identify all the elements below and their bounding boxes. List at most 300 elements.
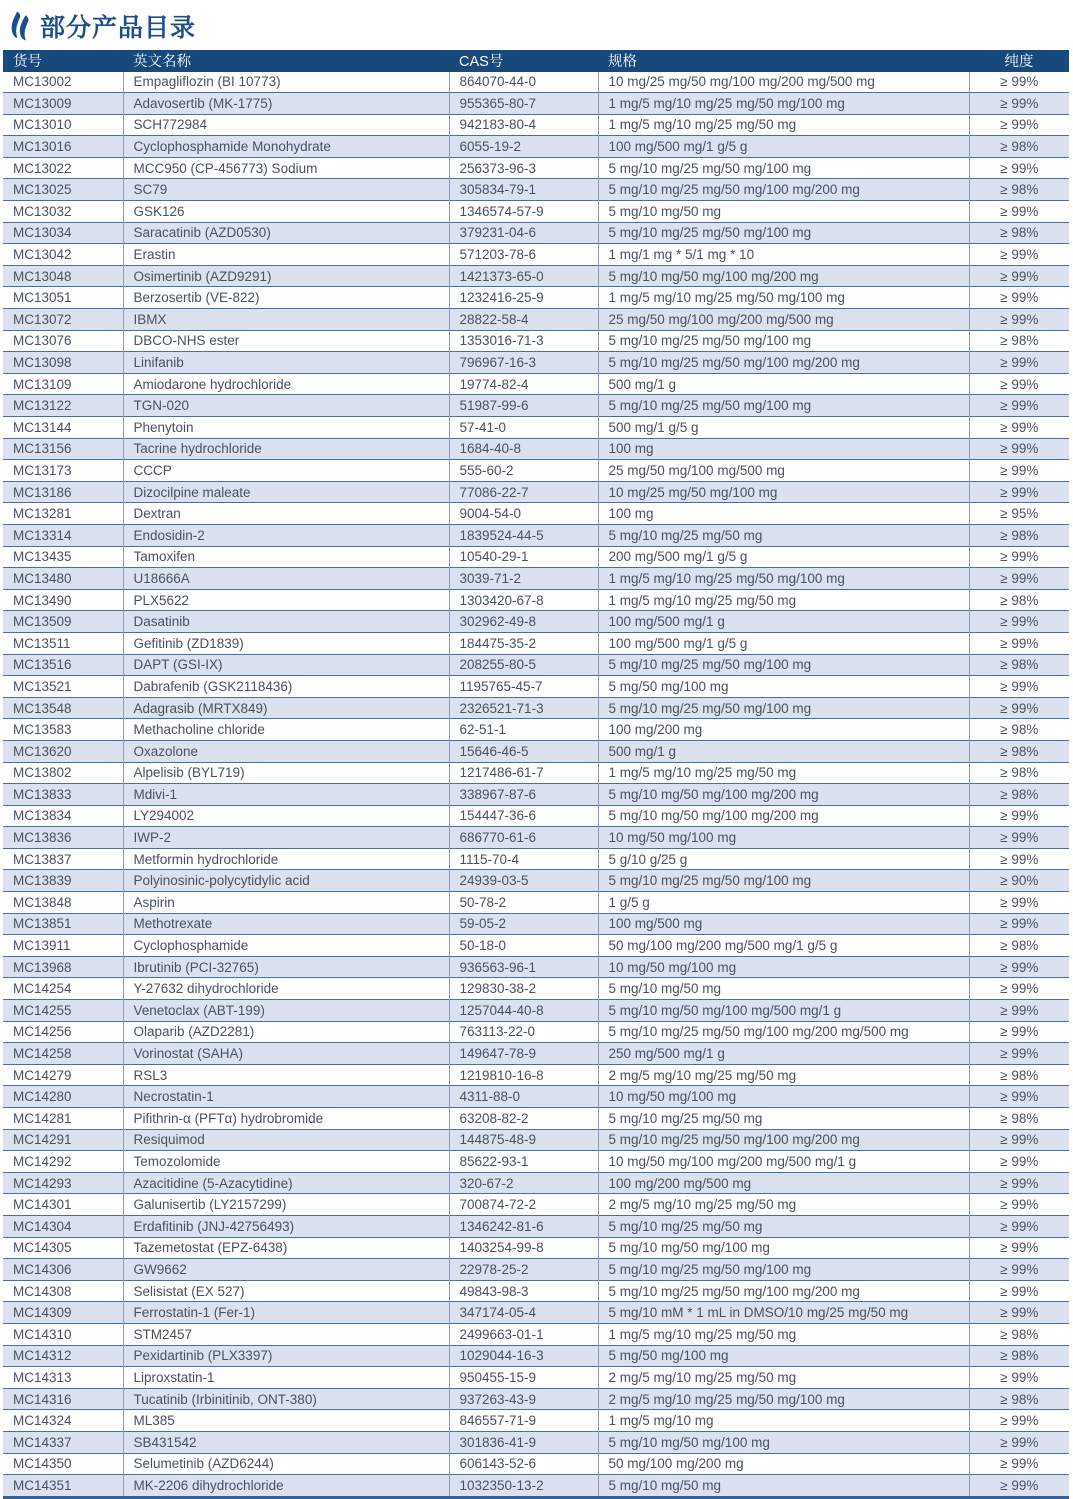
specification-cell: 25 mg/50 mg/100 mg/500 mg — [598, 460, 969, 482]
product-name-cell: TGN-020 — [123, 395, 449, 417]
table-row — [3, 568, 1069, 590]
product-name-cell: Dabrafenib (GSK2118436) — [123, 676, 449, 698]
specification-cell: 5 mg/10 mg/25 mg/50 mg/100 mg — [598, 870, 969, 892]
table-header — [3, 50, 1069, 72]
product-name-cell: Selisistat (EX 527) — [123, 1280, 449, 1302]
specification-cell: 1 mg/5 mg/10 mg/25 mg/50 mg/100 mg — [598, 568, 969, 590]
cas-number-cell: 379231-04-6 — [449, 222, 598, 244]
catalog-number-cell: MC14254 — [13, 981, 72, 997]
purity-cell: ≥ 99% — [969, 805, 1069, 827]
purity-cell: ≥ 99% — [969, 93, 1069, 115]
specification-cell: 100 mg — [598, 503, 969, 525]
catalog-number-cell: MC13156 — [13, 441, 72, 457]
purity-cell: ≥ 99% — [969, 1172, 1069, 1194]
table-row — [3, 395, 1069, 417]
cas-number-cell: 19774-82-4 — [449, 373, 598, 395]
table-row — [3, 1367, 1069, 1389]
catalog-number-cell: MC14337 — [13, 1434, 72, 1450]
column-header-purity: 纯度 — [969, 50, 1069, 72]
product-name-cell: Liproxstatin-1 — [123, 1367, 449, 1389]
purity-cell: ≥ 99% — [969, 1151, 1069, 1173]
catalog-number-cell: MC14258 — [13, 1046, 72, 1062]
product-name-cell: MCC950 (CP-456773) Sodium — [123, 157, 449, 179]
specification-cell: 5 mg/10 mg/25 mg/50 mg/100 mg — [598, 222, 969, 244]
product-name-cell: Saracatinib (AZD0530) — [123, 222, 449, 244]
specification-cell: 1 mg/5 mg/10 mg/25 mg/50 mg/100 mg — [598, 93, 969, 115]
purity-cell: ≥ 99% — [969, 848, 1069, 870]
table-row — [3, 589, 1069, 611]
cas-number-cell: 50-18-0 — [449, 935, 598, 957]
purity-cell: ≥ 99% — [969, 1237, 1069, 1259]
catalog-number-cell: MC14351 — [13, 1477, 72, 1493]
cas-number-cell: 51987-99-6 — [449, 395, 598, 417]
table-row — [3, 654, 1069, 676]
catalog-number-cell: MC14304 — [13, 1218, 72, 1234]
catalog-number-cell: MC13848 — [13, 894, 72, 910]
product-table-body — [3, 72, 1069, 1498]
table-row — [3, 287, 1069, 309]
product-name-cell: Methotrexate — [123, 913, 449, 935]
specification-cell: 5 mg/10 mg/25 mg/50 mg/100 mg — [598, 1259, 969, 1281]
purity-cell: ≥ 98% — [969, 740, 1069, 762]
table-row — [3, 1323, 1069, 1345]
product-name-cell: Resiquimod — [123, 1129, 449, 1151]
table-row — [3, 1108, 1069, 1130]
purity-cell: ≥ 99% — [969, 157, 1069, 179]
specification-cell: 1 mg/5 mg/10 mg/25 mg/50 mg — [598, 589, 969, 611]
product-name-cell: Tamoxifen — [123, 546, 449, 568]
cas-number-cell: 22978-25-2 — [449, 1259, 598, 1281]
catalog-number-cell: MC13048 — [13, 268, 72, 284]
catalog-number-cell: MC14324 — [13, 1413, 72, 1429]
product-name-cell: MK-2206 dihydrochloride — [123, 1475, 449, 1498]
table-row — [3, 1259, 1069, 1281]
product-name-cell: DBCO-NHS ester — [123, 330, 449, 352]
specification-cell: 100 mg/500 mg — [598, 913, 969, 935]
cas-number-cell: 1032350-13-2 — [449, 1475, 598, 1498]
table-row — [3, 179, 1069, 201]
specification-cell: 100 mg — [598, 438, 969, 460]
product-name-cell: Vorinostat (SAHA) — [123, 1043, 449, 1065]
specification-cell: 1 mg/5 mg/10 mg/25 mg/50 mg — [598, 762, 969, 784]
specification-cell: 5 mg/10 mg/25 mg/50 mg/100 mg/200 mg — [598, 1129, 969, 1151]
purity-cell: ≥ 98% — [969, 1345, 1069, 1367]
catalog-number-cell: MC14309 — [13, 1305, 72, 1321]
catalog-number-cell: MC14305 — [13, 1240, 72, 1256]
purity-cell: ≥ 98% — [969, 1323, 1069, 1345]
catalog-number-cell: MC13833 — [13, 786, 72, 802]
specification-cell: 100 mg/500 mg/1 g/5 g — [598, 632, 969, 654]
catalog-number-cell: MC13435 — [13, 549, 72, 565]
table-row — [3, 1410, 1069, 1432]
specification-cell: 5 mg/50 mg/100 mg — [598, 676, 969, 698]
purity-cell: ≥ 95% — [969, 503, 1069, 525]
product-name-cell: Tacrine hydrochloride — [123, 438, 449, 460]
purity-cell: ≥ 98% — [969, 719, 1069, 741]
purity-cell: ≥ 99% — [969, 1194, 1069, 1216]
catalog-number-cell: MC13834 — [13, 808, 72, 824]
specification-cell: 10 mg/25 mg/50 mg/100 mg/200 mg/500 mg — [598, 72, 969, 93]
catalog-number-cell: MC13851 — [13, 916, 72, 932]
product-name-cell: Berzosertib (VE-822) — [123, 287, 449, 309]
product-name-cell: Tucatinib (Irbinitinib, ONT-380) — [123, 1388, 449, 1410]
product-name-cell: Necrostatin-1 — [123, 1086, 449, 1108]
cas-number-cell: 6055-19-2 — [449, 136, 598, 158]
catalog-number-cell: MC13509 — [13, 614, 72, 630]
cas-number-cell: 936563-96-1 — [449, 956, 598, 978]
cas-number-cell: 937263-43-9 — [449, 1388, 598, 1410]
cas-number-cell: 950455-15-9 — [449, 1367, 598, 1389]
cas-number-cell: 1346242-81-6 — [449, 1215, 598, 1237]
product-name-cell: Alpelisib (BYL719) — [123, 762, 449, 784]
cas-number-cell: 208255-80-5 — [449, 654, 598, 676]
cas-number-cell: 571203-78-6 — [449, 244, 598, 266]
specification-cell: 500 mg/1 g — [598, 373, 969, 395]
purity-cell: ≥ 90% — [969, 870, 1069, 892]
page-title: 部分产品目录 — [40, 14, 197, 42]
table-row — [3, 1215, 1069, 1237]
catalog-number-cell: MC14256 — [13, 1024, 72, 1040]
product-name-cell: Polyinosinic-polycytidylic acid — [123, 870, 449, 892]
product-name-cell: Empagliflozin (BI 10773) — [123, 72, 449, 93]
purity-cell: ≥ 99% — [969, 632, 1069, 654]
table-row — [3, 956, 1069, 978]
purity-cell: ≥ 99% — [969, 1086, 1069, 1108]
purity-cell: ≥ 99% — [969, 1367, 1069, 1389]
purity-cell: ≥ 99% — [969, 438, 1069, 460]
cas-number-cell: 4311-88-0 — [449, 1086, 598, 1108]
specification-cell: 25 mg/50 mg/100 mg/200 mg/500 mg — [598, 309, 969, 331]
purity-cell: ≥ 99% — [969, 373, 1069, 395]
table-row — [3, 740, 1069, 762]
catalog-number-cell: MC13010 — [13, 117, 72, 133]
purity-cell: ≥ 99% — [969, 287, 1069, 309]
specification-cell: 1 mg/5 mg/10 mg/25 mg/50 mg — [598, 1323, 969, 1345]
table-row — [3, 201, 1069, 223]
cas-number-cell: 1403254-99-8 — [449, 1237, 598, 1259]
table-row — [3, 632, 1069, 654]
product-name-cell: Oxazolone — [123, 740, 449, 762]
specification-cell: 500 mg/1 g — [598, 740, 969, 762]
product-table — [3, 50, 1069, 1499]
cas-number-cell: 338967-87-6 — [449, 784, 598, 806]
specification-cell: 10 mg/50 mg/100 mg/200 mg/500 mg/1 g — [598, 1151, 969, 1173]
purity-cell: ≥ 99% — [969, 395, 1069, 417]
catalog-number-cell: MC14316 — [13, 1391, 72, 1407]
table-row — [3, 676, 1069, 698]
purity-cell: ≥ 99% — [969, 676, 1069, 698]
cas-number-cell: 302962-49-8 — [449, 611, 598, 633]
purity-cell: ≥ 98% — [969, 935, 1069, 957]
cas-number-cell: 62-51-1 — [449, 719, 598, 741]
cas-number-cell: 57-41-0 — [449, 417, 598, 439]
product-name-cell: Cyclophosphamide — [123, 935, 449, 957]
catalog-number-cell: MC14280 — [13, 1089, 72, 1105]
table-row — [3, 114, 1069, 136]
catalog-number-cell: MC13836 — [13, 830, 72, 846]
catalog-number-cell: MC13098 — [13, 355, 72, 371]
catalog-number-cell: MC13051 — [13, 290, 72, 306]
purity-cell: ≥ 98% — [969, 524, 1069, 546]
purity-cell: ≥ 98% — [969, 179, 1069, 201]
product-name-cell: Ibrutinib (PCI-32765) — [123, 956, 449, 978]
specification-cell: 2 mg/5 mg/10 mg/25 mg/50 mg — [598, 1367, 969, 1389]
specification-cell: 5 mg/10 mM * 1 mL in DMSO/10 mg/25 mg/50 mg — [598, 1302, 969, 1324]
product-name-cell: Adavosertib (MK-1775) — [123, 93, 449, 115]
product-name-cell: Erastin — [123, 244, 449, 266]
table-row — [3, 1388, 1069, 1410]
purity-cell: ≥ 99% — [969, 1475, 1069, 1498]
specification-cell: 5 mg/10 mg/50 mg/100 mg — [598, 1237, 969, 1259]
brand-flame-icon — [7, 10, 31, 43]
product-name-cell: Cyclophosphamide Monohydrate — [123, 136, 449, 158]
table-row — [3, 330, 1069, 352]
product-name-cell: Pexidartinib (PLX3397) — [123, 1345, 449, 1367]
specification-cell: 5 mg/10 mg/25 mg/50 mg — [598, 1215, 969, 1237]
catalog-number-cell: MC13516 — [13, 657, 72, 673]
table-row — [3, 870, 1069, 892]
table-row — [3, 1280, 1069, 1302]
table-row — [3, 1237, 1069, 1259]
specification-cell: 10 mg/50 mg/100 mg — [598, 1086, 969, 1108]
purity-cell: ≥ 99% — [969, 244, 1069, 266]
specification-cell: 1 mg/5 mg/10 mg/25 mg/50 mg — [598, 114, 969, 136]
product-name-cell: Olaparib (AZD2281) — [123, 1021, 449, 1043]
specification-cell: 5 mg/10 mg/50 mg/100 mg/200 mg — [598, 805, 969, 827]
column-header-specification: 规格 — [598, 50, 969, 72]
cas-number-cell: 1219810-16-8 — [449, 1064, 598, 1086]
catalog-number-cell: MC13122 — [13, 398, 72, 414]
table-row — [3, 1345, 1069, 1367]
specification-cell: 1 mg/5 mg/10 mg — [598, 1410, 969, 1432]
product-name-cell: Tazemetostat (EPZ-6438) — [123, 1237, 449, 1259]
specification-cell: 10 mg/50 mg/100 mg — [598, 827, 969, 849]
purity-cell: ≥ 99% — [969, 417, 1069, 439]
product-name-cell: Galunisertib (LY2157299) — [123, 1194, 449, 1216]
product-name-cell: U18666A — [123, 568, 449, 590]
table-row — [3, 93, 1069, 115]
table-header-row — [3, 50, 1069, 72]
purity-cell: ≥ 99% — [969, 1280, 1069, 1302]
cas-number-cell: 796967-16-3 — [449, 352, 598, 374]
catalog-number-cell: MC13837 — [13, 851, 72, 867]
cas-number-cell: 301836-41-9 — [449, 1431, 598, 1453]
specification-cell: 100 mg/200 mg/500 mg — [598, 1172, 969, 1194]
catalog-number-cell: MC13490 — [13, 592, 72, 608]
cas-number-cell: 606143-52-6 — [449, 1453, 598, 1475]
table-row — [3, 719, 1069, 741]
catalog-number-cell: MC13480 — [13, 570, 72, 586]
purity-cell: ≥ 98% — [969, 784, 1069, 806]
catalog-number-cell: MC13034 — [13, 225, 72, 241]
purity-cell: ≥ 99% — [969, 1129, 1069, 1151]
cas-number-cell: 1257044-40-8 — [449, 1000, 598, 1022]
purity-cell: ≥ 99% — [969, 978, 1069, 1000]
catalog-number-cell: MC13109 — [13, 376, 72, 392]
table-row — [3, 157, 1069, 179]
specification-cell: 1 mg/1 mg * 5/1 mg * 10 — [598, 244, 969, 266]
cas-number-cell: 1421373-65-0 — [449, 265, 598, 287]
table-row — [3, 697, 1069, 719]
product-name-cell: CCCP — [123, 460, 449, 482]
table-row — [3, 1043, 1069, 1065]
cas-number-cell: 1346574-57-9 — [449, 201, 598, 223]
table-row — [3, 417, 1069, 439]
purity-cell: ≥ 99% — [969, 460, 1069, 482]
cas-number-cell: 1684-40-8 — [449, 438, 598, 460]
product-name-cell: Pifithrin-α (PFTα) hydrobromide — [123, 1108, 449, 1130]
cas-number-cell: 15646-46-5 — [449, 740, 598, 762]
catalog-number-cell: MC13002 — [13, 74, 72, 90]
specification-cell: 100 mg/500 mg/1 g — [598, 611, 969, 633]
catalog-number-cell: MC13022 — [13, 160, 72, 176]
purity-cell: ≥ 99% — [969, 956, 1069, 978]
purity-cell: ≥ 99% — [969, 72, 1069, 93]
cas-number-cell: 1232416-25-9 — [449, 287, 598, 309]
table-row — [3, 611, 1069, 633]
product-name-cell: Endosidin-2 — [123, 524, 449, 546]
catalog-number-cell: MC14310 — [13, 1326, 72, 1342]
table-row — [3, 524, 1069, 546]
cas-number-cell: 955365-80-7 — [449, 93, 598, 115]
specification-cell: 5 mg/50 mg/100 mg — [598, 1345, 969, 1367]
table-row — [3, 913, 1069, 935]
cas-number-cell: 3039-71-2 — [449, 568, 598, 590]
catalog-number-cell: MC13802 — [13, 765, 72, 781]
product-name-cell: Gefitinib (ZD1839) — [123, 632, 449, 654]
purity-cell: ≥ 99% — [969, 265, 1069, 287]
specification-cell: 100 mg/500 mg/1 g/5 g — [598, 136, 969, 158]
specification-cell: 5 mg/10 mg/50 mg/100 mg/200 mg — [598, 784, 969, 806]
table-row — [3, 762, 1069, 784]
specification-cell: 5 mg/10 mg/25 mg/50 mg/100 mg — [598, 157, 969, 179]
cas-number-cell: 305834-79-1 — [449, 179, 598, 201]
purity-cell: ≥ 98% — [969, 1064, 1069, 1086]
catalog-number-cell: MC13968 — [13, 959, 72, 975]
table-row — [3, 1194, 1069, 1216]
cas-number-cell: 1195765-45-7 — [449, 676, 598, 698]
specification-cell: 10 mg/25 mg/50 mg/100 mg — [598, 481, 969, 503]
cas-number-cell: 9004-54-0 — [449, 503, 598, 525]
product-name-cell: Y-27632 dihydrochloride — [123, 978, 449, 1000]
purity-cell: ≥ 99% — [969, 827, 1069, 849]
product-name-cell: Methacholine chloride — [123, 719, 449, 741]
purity-cell: ≥ 99% — [969, 1021, 1069, 1043]
catalog-number-cell: MC14312 — [13, 1348, 72, 1364]
purity-cell: ≥ 99% — [969, 568, 1069, 590]
product-name-cell: Dasatinib — [123, 611, 449, 633]
purity-cell: ≥ 99% — [969, 697, 1069, 719]
cas-number-cell: 1303420-67-8 — [449, 589, 598, 611]
page-header — [0, 0, 1073, 45]
cas-number-cell: 10540-29-1 — [449, 546, 598, 568]
specification-cell: 5 mg/10 mg/25 mg/50 mg — [598, 1108, 969, 1130]
purity-cell: ≥ 98% — [969, 762, 1069, 784]
specification-cell: 5 mg/10 mg/50 mg/100 mg/500 mg/1 g — [598, 1000, 969, 1022]
purity-cell: ≥ 99% — [969, 1453, 1069, 1475]
product-name-cell: DAPT (GSI-IX) — [123, 654, 449, 676]
specification-cell: 2 mg/5 mg/10 mg/25 mg/50 mg — [598, 1064, 969, 1086]
product-name-cell: PLX5622 — [123, 589, 449, 611]
cas-number-cell: 49843-98-3 — [449, 1280, 598, 1302]
table-row — [3, 1453, 1069, 1475]
product-name-cell: Adagrasib (MRTX849) — [123, 697, 449, 719]
purity-cell: ≥ 99% — [969, 201, 1069, 223]
product-name-cell: RSL3 — [123, 1064, 449, 1086]
cas-number-cell: 28822-58-4 — [449, 309, 598, 331]
cas-number-cell: 846557-71-9 — [449, 1410, 598, 1432]
cas-number-cell: 129830-38-2 — [449, 978, 598, 1000]
product-name-cell: Metformin hydrochloride — [123, 848, 449, 870]
table-row — [3, 1475, 1069, 1498]
cas-number-cell: 2326521-71-3 — [449, 697, 598, 719]
column-header-product-name: 英文名称 — [123, 50, 449, 72]
specification-cell: 500 mg/1 g/5 g — [598, 417, 969, 439]
catalog-number-cell: MC13173 — [13, 462, 72, 478]
table-row — [3, 1000, 1069, 1022]
product-name-cell: IWP-2 — [123, 827, 449, 849]
product-name-cell: LY294002 — [123, 805, 449, 827]
specification-cell: 250 mg/500 mg/1 g — [598, 1043, 969, 1065]
catalog-number-cell: MC14306 — [13, 1261, 72, 1277]
cas-number-cell: 85622-93-1 — [449, 1151, 598, 1173]
purity-cell: ≥ 99% — [969, 546, 1069, 568]
table-row — [3, 1431, 1069, 1453]
table-row — [3, 1021, 1069, 1043]
catalog-number-cell: MC13281 — [13, 506, 72, 522]
specification-cell: 5 mg/10 mg/25 mg/50 mg/100 mg/200 mg — [598, 179, 969, 201]
catalog-number-cell: MC13511 — [13, 635, 71, 651]
catalog-number-cell: MC13521 — [13, 678, 72, 694]
product-name-cell: ML385 — [123, 1410, 449, 1432]
table-row — [3, 460, 1069, 482]
catalog-number-cell: MC13186 — [13, 484, 72, 500]
table-row — [3, 1302, 1069, 1324]
product-name-cell: GW9662 — [123, 1259, 449, 1281]
purity-cell: ≥ 98% — [969, 330, 1069, 352]
catalog-number-cell: MC14293 — [13, 1175, 72, 1191]
purity-cell: ≥ 99% — [969, 1043, 1069, 1065]
catalog-number-cell: MC14292 — [13, 1153, 72, 1169]
table-row — [3, 1129, 1069, 1151]
specification-cell: 5 g/10 g/25 g — [598, 848, 969, 870]
cas-number-cell: 149647-78-9 — [449, 1043, 598, 1065]
purity-cell: ≥ 99% — [969, 611, 1069, 633]
cas-number-cell: 144875-48-9 — [449, 1129, 598, 1151]
cas-number-cell: 1839524-44-5 — [449, 524, 598, 546]
catalog-number-cell: MC14281 — [13, 1110, 72, 1126]
catalog-number-cell: MC14279 — [13, 1067, 72, 1083]
cas-number-cell: 1115-70-4 — [449, 848, 598, 870]
table-row — [3, 546, 1069, 568]
specification-cell: 5 mg/10 mg/25 mg/50 mg/100 mg/200 mg — [598, 1280, 969, 1302]
specification-cell: 5 mg/10 mg/50 mg — [598, 978, 969, 1000]
cas-number-cell: 700874-72-2 — [449, 1194, 598, 1216]
catalog-number-cell: MC13032 — [13, 203, 72, 219]
catalog-number-cell: MC13144 — [13, 419, 72, 435]
table-row — [3, 309, 1069, 331]
cas-number-cell: 154447-36-6 — [449, 805, 598, 827]
product-name-cell: STM2457 — [123, 1323, 449, 1345]
specification-cell: 5 mg/10 mg/25 mg/50 mg/100 mg — [598, 330, 969, 352]
purity-cell: ≥ 98% — [969, 136, 1069, 158]
table-row — [3, 481, 1069, 503]
specification-cell: 5 mg/10 mg/25 mg/50 mg/100 mg/200 mg — [598, 352, 969, 374]
purity-cell: ≥ 99% — [969, 1431, 1069, 1453]
product-name-cell: GSK126 — [123, 201, 449, 223]
cas-number-cell: 59-05-2 — [449, 913, 598, 935]
purity-cell: ≥ 99% — [969, 309, 1069, 331]
